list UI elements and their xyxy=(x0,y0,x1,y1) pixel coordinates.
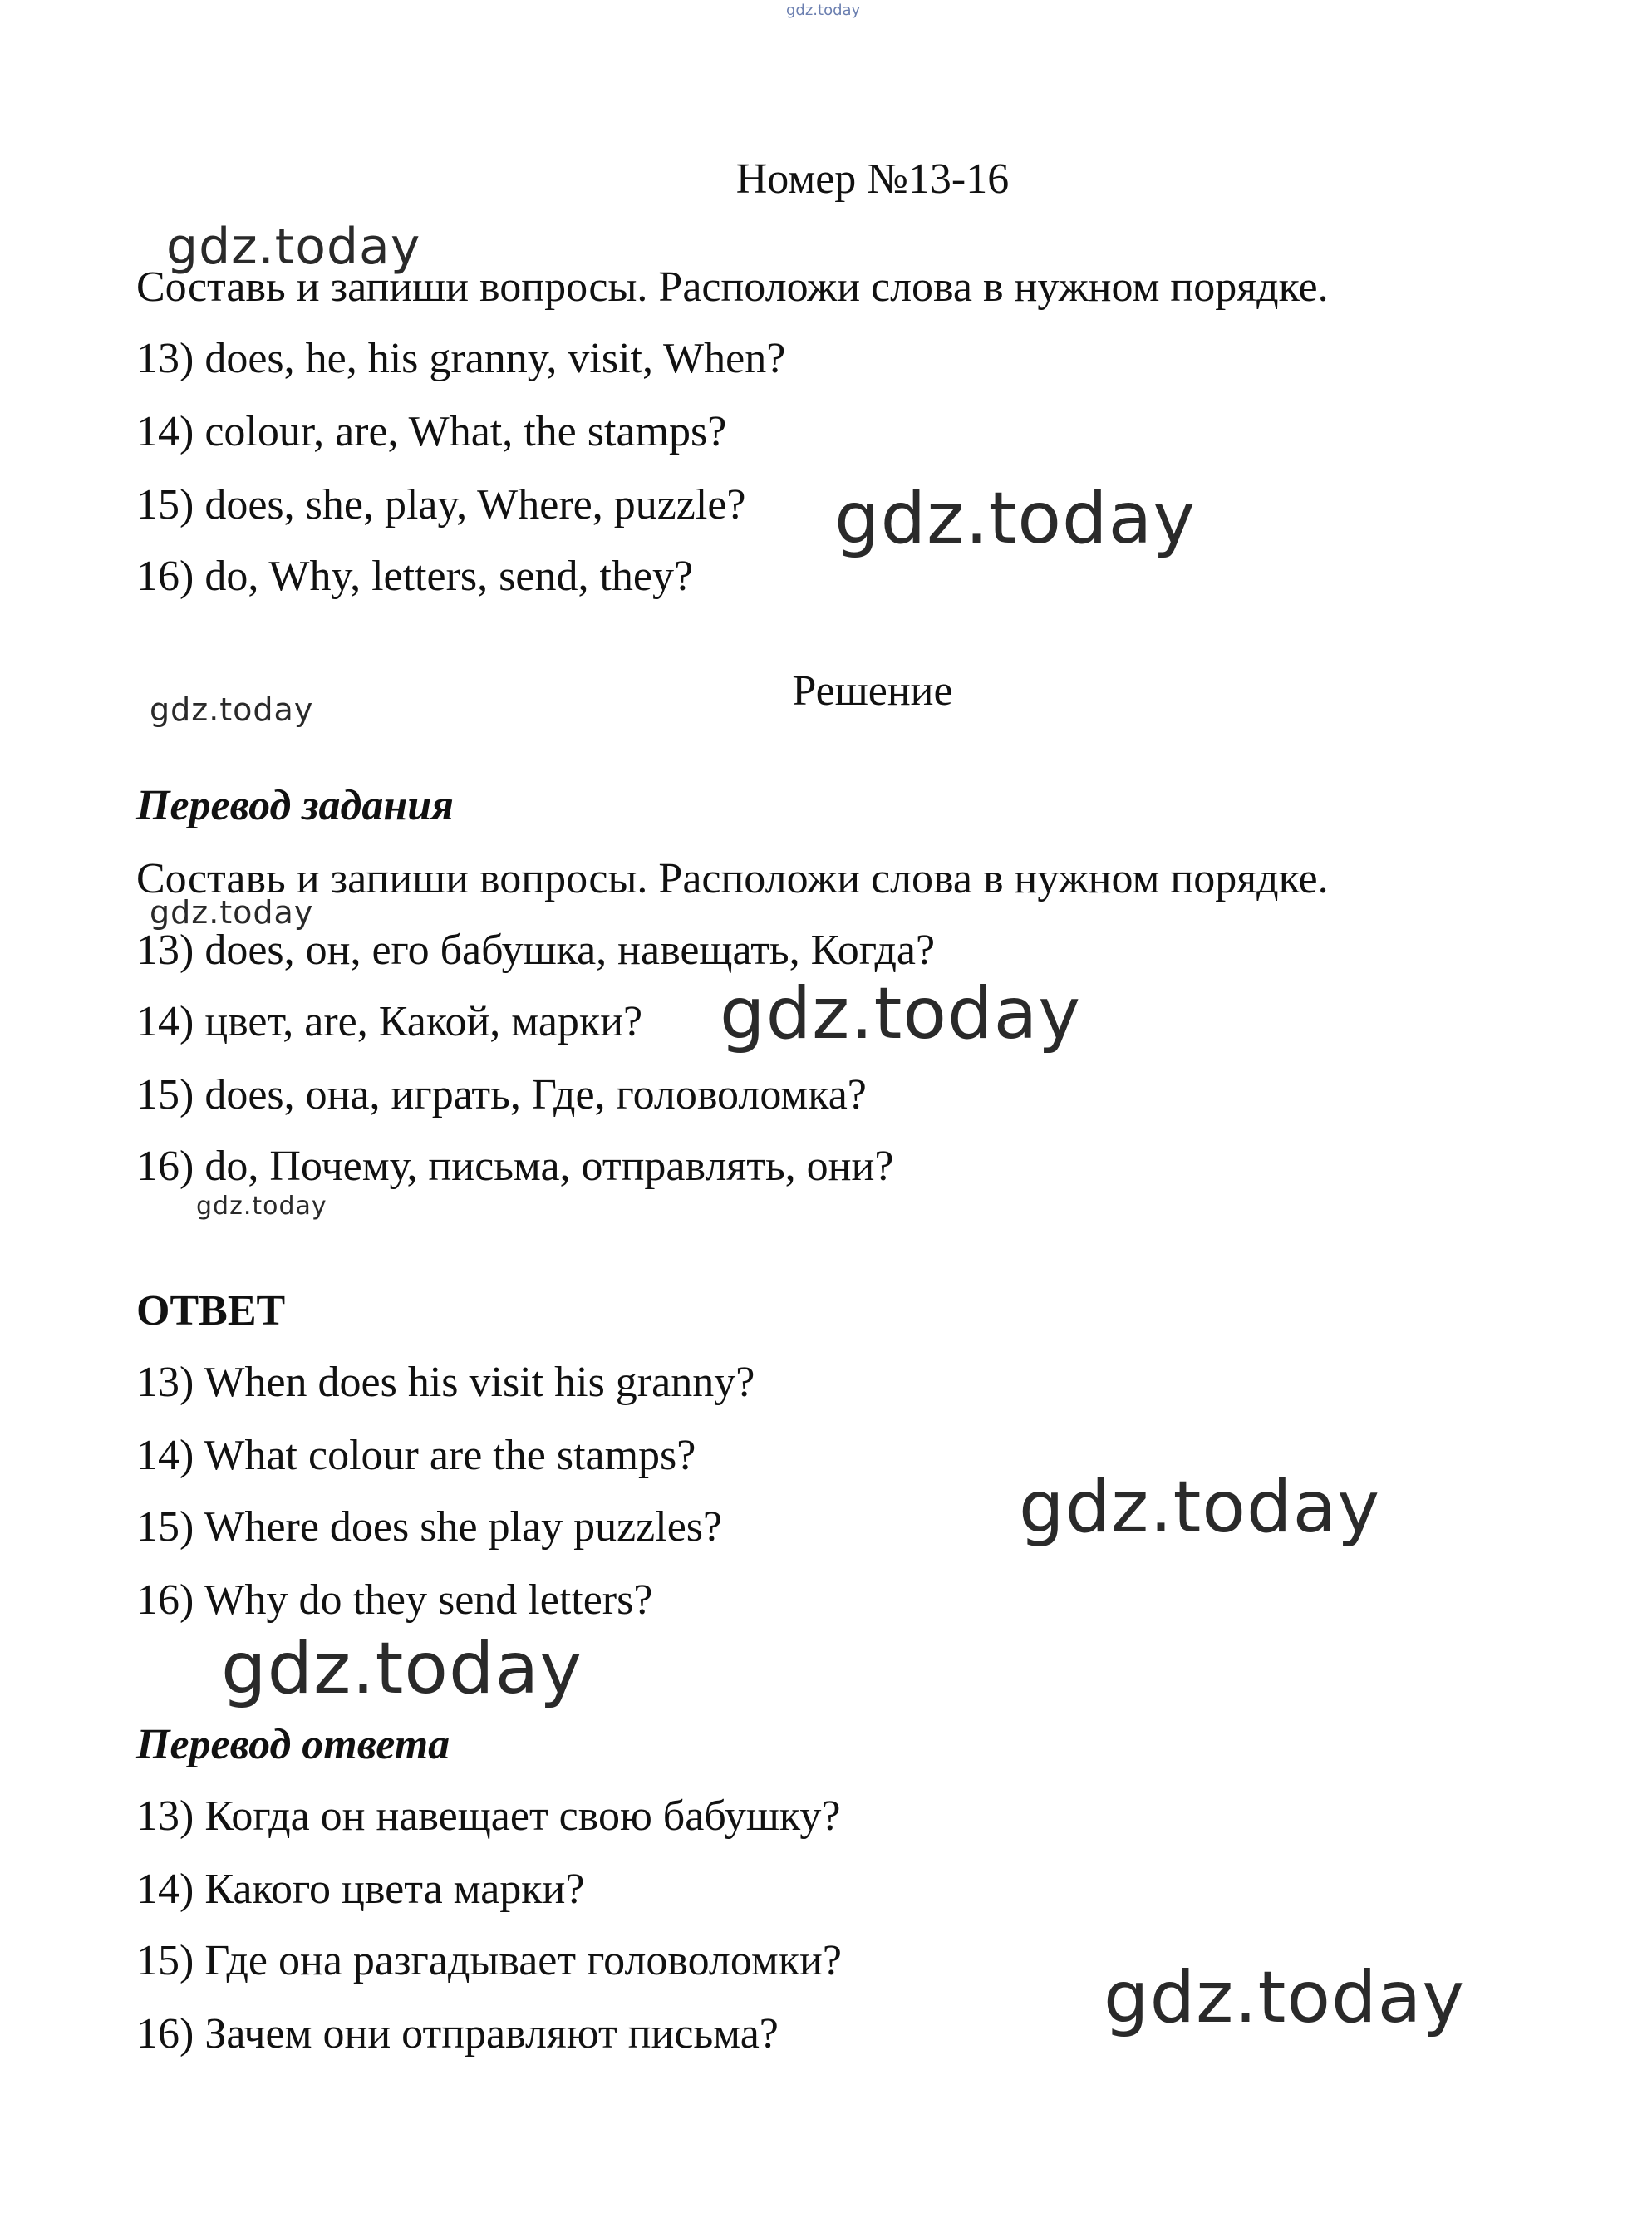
answer-item: 13) When does his visit his granny? xyxy=(136,1359,755,1406)
watermark: gdz.today xyxy=(1019,1466,1381,1549)
watermark: gdz.today xyxy=(150,691,314,728)
watermark: gdz.today xyxy=(1104,1956,1466,2039)
task-translation-item: 13) does, он, его бабушка, навещать, Когда? xyxy=(136,927,936,974)
answer-translation-item: 15) Где она разгадывает головоломки? xyxy=(136,1937,842,1984)
answer-translation-item: 16) Зачем они отправляют письма? xyxy=(136,2010,779,2058)
task-translation-heading: Перевод задания xyxy=(136,782,454,829)
watermark: gdz.today xyxy=(166,218,421,276)
answer-item: 16) Why do they send letters? xyxy=(136,1576,653,1624)
answer-item: 15) Where does she play puzzles? xyxy=(136,1503,723,1551)
task-item: 16) do, Why, letters, send, they? xyxy=(136,553,694,600)
answer-heading: ОТВЕТ xyxy=(136,1287,286,1335)
watermark: gdz.today xyxy=(834,477,1197,560)
task-item: 14) colour, are, What, the stamps? xyxy=(136,408,727,455)
task-translation-item: 15) does, она, играть, Где, головоломка? xyxy=(136,1071,867,1118)
answer-item: 14) What colour are the stamps? xyxy=(136,1432,696,1479)
task-item: 13) does, he, his granny, visit, When? xyxy=(136,335,786,382)
watermark: gdz.today xyxy=(150,894,314,931)
watermark: gdz.today xyxy=(196,1192,327,1221)
task-item: 15) does, she, play, Where, puzzle? xyxy=(136,481,746,529)
task-translation-item: 16) do, Почему, письма, отправлять, они? xyxy=(136,1143,894,1190)
page-title: Номер №13-16 xyxy=(735,155,1010,203)
task-translation-instruction: Составь и запиши вопросы. Расположи слова в нужном порядке. xyxy=(136,855,1329,902)
watermark: gdz.today xyxy=(786,2,861,19)
task-instruction: Составь и запиши вопросы. Расположи слова в нужном порядке. xyxy=(136,263,1329,311)
task-translation-item: 14) цвет, are, Какой, марки? xyxy=(136,998,643,1045)
answer-translation-heading: Перевод ответа xyxy=(136,1721,450,1768)
answer-translation-item: 14) Какого цвета марки? xyxy=(136,1866,585,1913)
answer-translation-item: 13) Когда он навещает свою бабушку? xyxy=(136,1792,841,1840)
watermark: gdz.today xyxy=(720,972,1082,1055)
solution-label: Решение xyxy=(792,667,953,715)
watermark: gdz.today xyxy=(221,1627,583,1710)
